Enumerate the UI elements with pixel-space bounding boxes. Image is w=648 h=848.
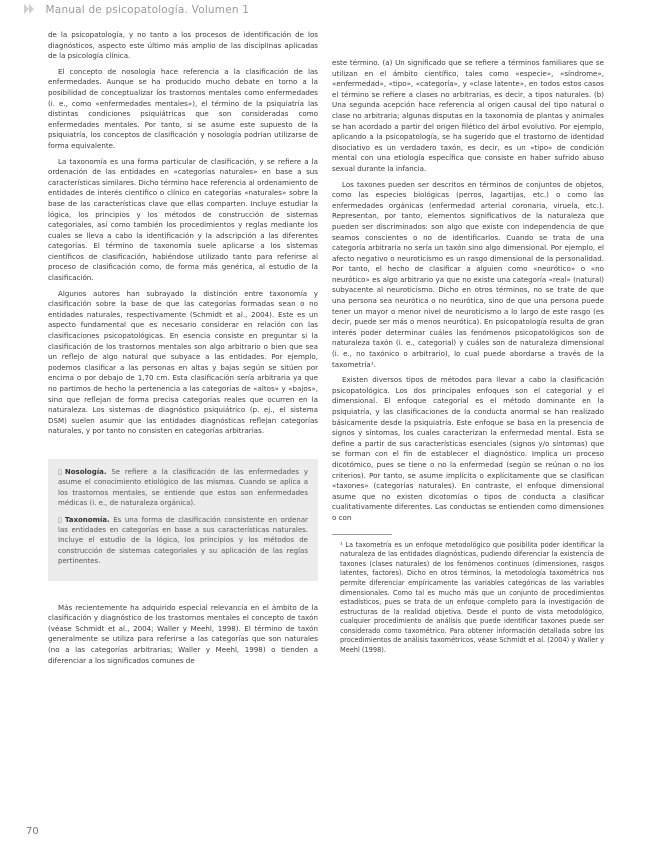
definition-taxonomia: ▯ Taxonomía. Es una forma de clasificación consistente en ordenar las entidades en categorías en base a sus características naturales. Incluye el estudio de la lógica, los principios y los métodos de construcción de sistemas categoriales y su aplicación de las reglas pertinentes. — [58, 515, 308, 566]
footnote-divider — [332, 534, 392, 535]
paragraph: este término. (a) Un significado que se refiere a términos familiares que se utilizan en el ámbito científico, tales como «especie», «síndrome», «enfermedad», «tipo», «categoría», y «clase latente», en todos estos casos el término se refiere a clases no arbitrarias, es decir, a tipos naturales. (b) Una segunda acepción hace referencia al origen causal del tipo natural o clase no arbitraria; algunas disputas en la taxonomía de plantas y animales se han acordado a partir del origen filético del árbol evolutivo. Por ejemplo, aplicando a la psicopatología, se ha sugerido que el trastorno de identidad disociativo es un verdadero taxón, es decir, es un «tipo» de condición mental con una etiología específica que consiste en haber sufrido abuso sexual durante la infancia. — [332, 58, 604, 173]
paragraph: Existen diversos tipos de métodos para llevar a cabo la clasificación psicopatológica. Los dos principales enfoques son el categorial y el dimensional. El enfoque categorial es el método dominante en la psiquiatría, y las clasificaciones de la conducta anormal se han realizado básicamente desde la psiquiatría. Este enfoque se basa en la presencia de signos y síntomas, los cuales caracterizan la enfermedad mental. Esta se define a partir de sus características esenciales (signos y/o síntomas) que se forman con el fin de establecer el diagnóstico. Implica un proceso dicotómico, pues se tiene o no la enfermedad (según se reúnan o no los criterios). Por tanto, se asume implícita o explícitamente que se clasifican «taxones» (categorías naturales). En contraste, el enfoque dimensional asume que no existen dicotomías o tipos de conducta a clasificar cualitativamente diferentes. Las conductas se entienden como dimensiones o con — [332, 375, 604, 522]
footnote: ¹ La taxometría es un enfoque metodológico que posibilita poder identificar la naturaleza de las entidades diagnósticas, pudiendo diferenciar la existencia de taxones (clases naturales) de los fenómenos continuos (dimensiones, rasgos latentes, factores). Dicho en otros términos, la metodología taxométrica nos permite diferenciar empíricamente las variables categóricas de las variables dimensionales. Como tal es mucho más que un conjunto de procedimientos estadísticos, pues se trata de un enfoque completo para la investigación de estructuras de la realidad objetiva. Desde el punto de vista metodológico, cualquier procedimiento de análisis que puede identificar taxones puede ser considerado como taxométrico. Para obtener información detallada sobre los procedimientos de análisis taxométricos, véase Schmidt et al. (2004) y Waller y Meehl (1998). — [340, 540, 604, 655]
right-column — [332, 58, 604, 661]
bullet-icon: ▯ — [58, 515, 62, 524]
paragraph: Algunos autores han subrayado la distinción entre taxonomía y clasificación sobre la base de que las categorías formadas sean o no entidades naturales, respectivamente (Schmidt et al., 2004). Este es un aspecto fundamental que es necesario considerar en relación con las clasificaciones psicopatológicas. En esencia consiste en preguntar si la clasificación de los trastornos mentales son algo arbitrario o bien que sea un reflejo de algo natural que subyace a las entidades. Por ejemplo, podemos clasificar a las personas en altas y bajas según se sitúen por encima o por debajo de 1,70 cm. Esta clasificación sería arbitraria ya que no partimos de hecho la pertenencia a las categorías de «altos» y «bajos», sino que reflejan de forma precisa categorías reales que ocurren en la naturaleza. Los sistemas de diagnóstico psiquiátrico (p. ej., el sistema DSM) suelen asumir que las entidades diagnósticas reflejan categorías naturales, y por tanto no consisten en categorías arbitrarias. — [48, 288, 318, 436]
definitions-box — [48, 459, 318, 581]
paragraph: Los taxones pueden ser descritos en términos de conjuntos de objetos, como las especies biológicas (perros, lagartijas, etc.) o como las enfermedades orgánicas (enfermedad arterial coronaria, viruela, etc.). Representan, por tanto, elementos significativos de la naturaleza que pueden ser discriminados: son algo que existe con independencia de que seamos conscientes o no de identificarlos. Cuando se trata de una categoría arbitraria no sería un taxón sino algo dimensional. Por ejemplo, el afecto negativo o neuroticismo es un rasgo dimensional de la personalidad. Por tanto, el hecho de clasificar a alguien como «neurótico» o «no neurótico» es algo arbitrario ya que no existe una categoría «real» (natural) subyacente al neuroticismo. Dicho en otros términos, no se trate de que una persona sea neurótica o no neurótica, sino de que una persona puede tener un mayor o menor nivel de neuroticismo a lo largo de este rasgo (es decir, puede ser más o menos neurótica). En psicopatología resulta de gran interés poder determinar cuáles las fenómenos psicopatológicos son de naturaleza taxón (i. e., categorial) y cuáles son de naturaleza dimensional (i. e., no taxónico o arbitrario), lo cual puede abordarse a través de la taxometría¹. — [332, 179, 604, 369]
running-header — [24, 4, 249, 16]
paragraph: La taxonomía es una forma particular de clasificación, y se refiere a la ordenación de las entidades en «categorías naturales» en base a sus características similares. Dicho término hace referencia al ordenamiento de entidades de interés científico o clínico en categorías «naturales» sobre la base de las características clave que ellas comparten. Incluye estudiar la lógica, los principios y los métodos de construcción de sistemas categoriales, así como también los procedimientos y reglas mediante los cuales se lleva a cabo la identificación y la adscripción a las diferentes categorías. El término de taxonomía suele aplicarse a los sistemas científicos de clasificación, habiéndose utilizado tanto para referirse al proceso de clasificación como, de forma más genérica, al estudio de la clasificación. — [48, 156, 318, 283]
definition-nosologia: ▯ Nosología. Se refiere a la clasificación de las enfermedades y asume el conocimiento etiológico de las mismas. Cuando se aplica a los trastornos mentales, se entiende que estos son enfermedades médicas (i. e., de naturaleza orgánica). — [58, 467, 308, 508]
chapter-marker-icon — [24, 4, 36, 14]
paragraph: Más recientemente ha adquirido especial relevancia en el ámbito de la clasificación y diagnóstico de los trastornos mentales el concepto de taxón (véase Schmidt et al., 2004; Waller y Meehl, 1998). El término de taxón generalmente se utiliza para referirse a las categorías que son naturales (no a las categorías arbitrarias; Waller y Meehl, 1998) o tienden a diferenciar a los significados comunes de — [48, 602, 318, 665]
left-column — [48, 30, 318, 671]
paragraph: de la psicopatología, y no tanto a los procesos de identificación de los diagnósticos, aspecto este último más amplio de las disciplinas aplicadas de la psicología clínica. — [48, 30, 318, 61]
paragraph: El concepto de nosología hace referencia a la clasificación de las enfermedades. Aunque se ha producido mucho debate en torno a la posibilidad de conceptualizar los trastornos mentales como enfermedades (i. e., como «enfermedades mentales»), el término de la psiquiatría las distintas condiciones psiquiátricas que son consideradas como enfermedades mentales. Por tanto, si se asume este supuesto de la psiquiatría, los conceptos de clasificación y nosología podrían utilizarse de forma equivalente. — [48, 66, 318, 150]
bullet-icon: ▯ — [58, 467, 62, 476]
header-title: Manual de psicopatología. Volumen 1 — [45, 4, 250, 16]
page-number: 70 — [26, 826, 39, 837]
